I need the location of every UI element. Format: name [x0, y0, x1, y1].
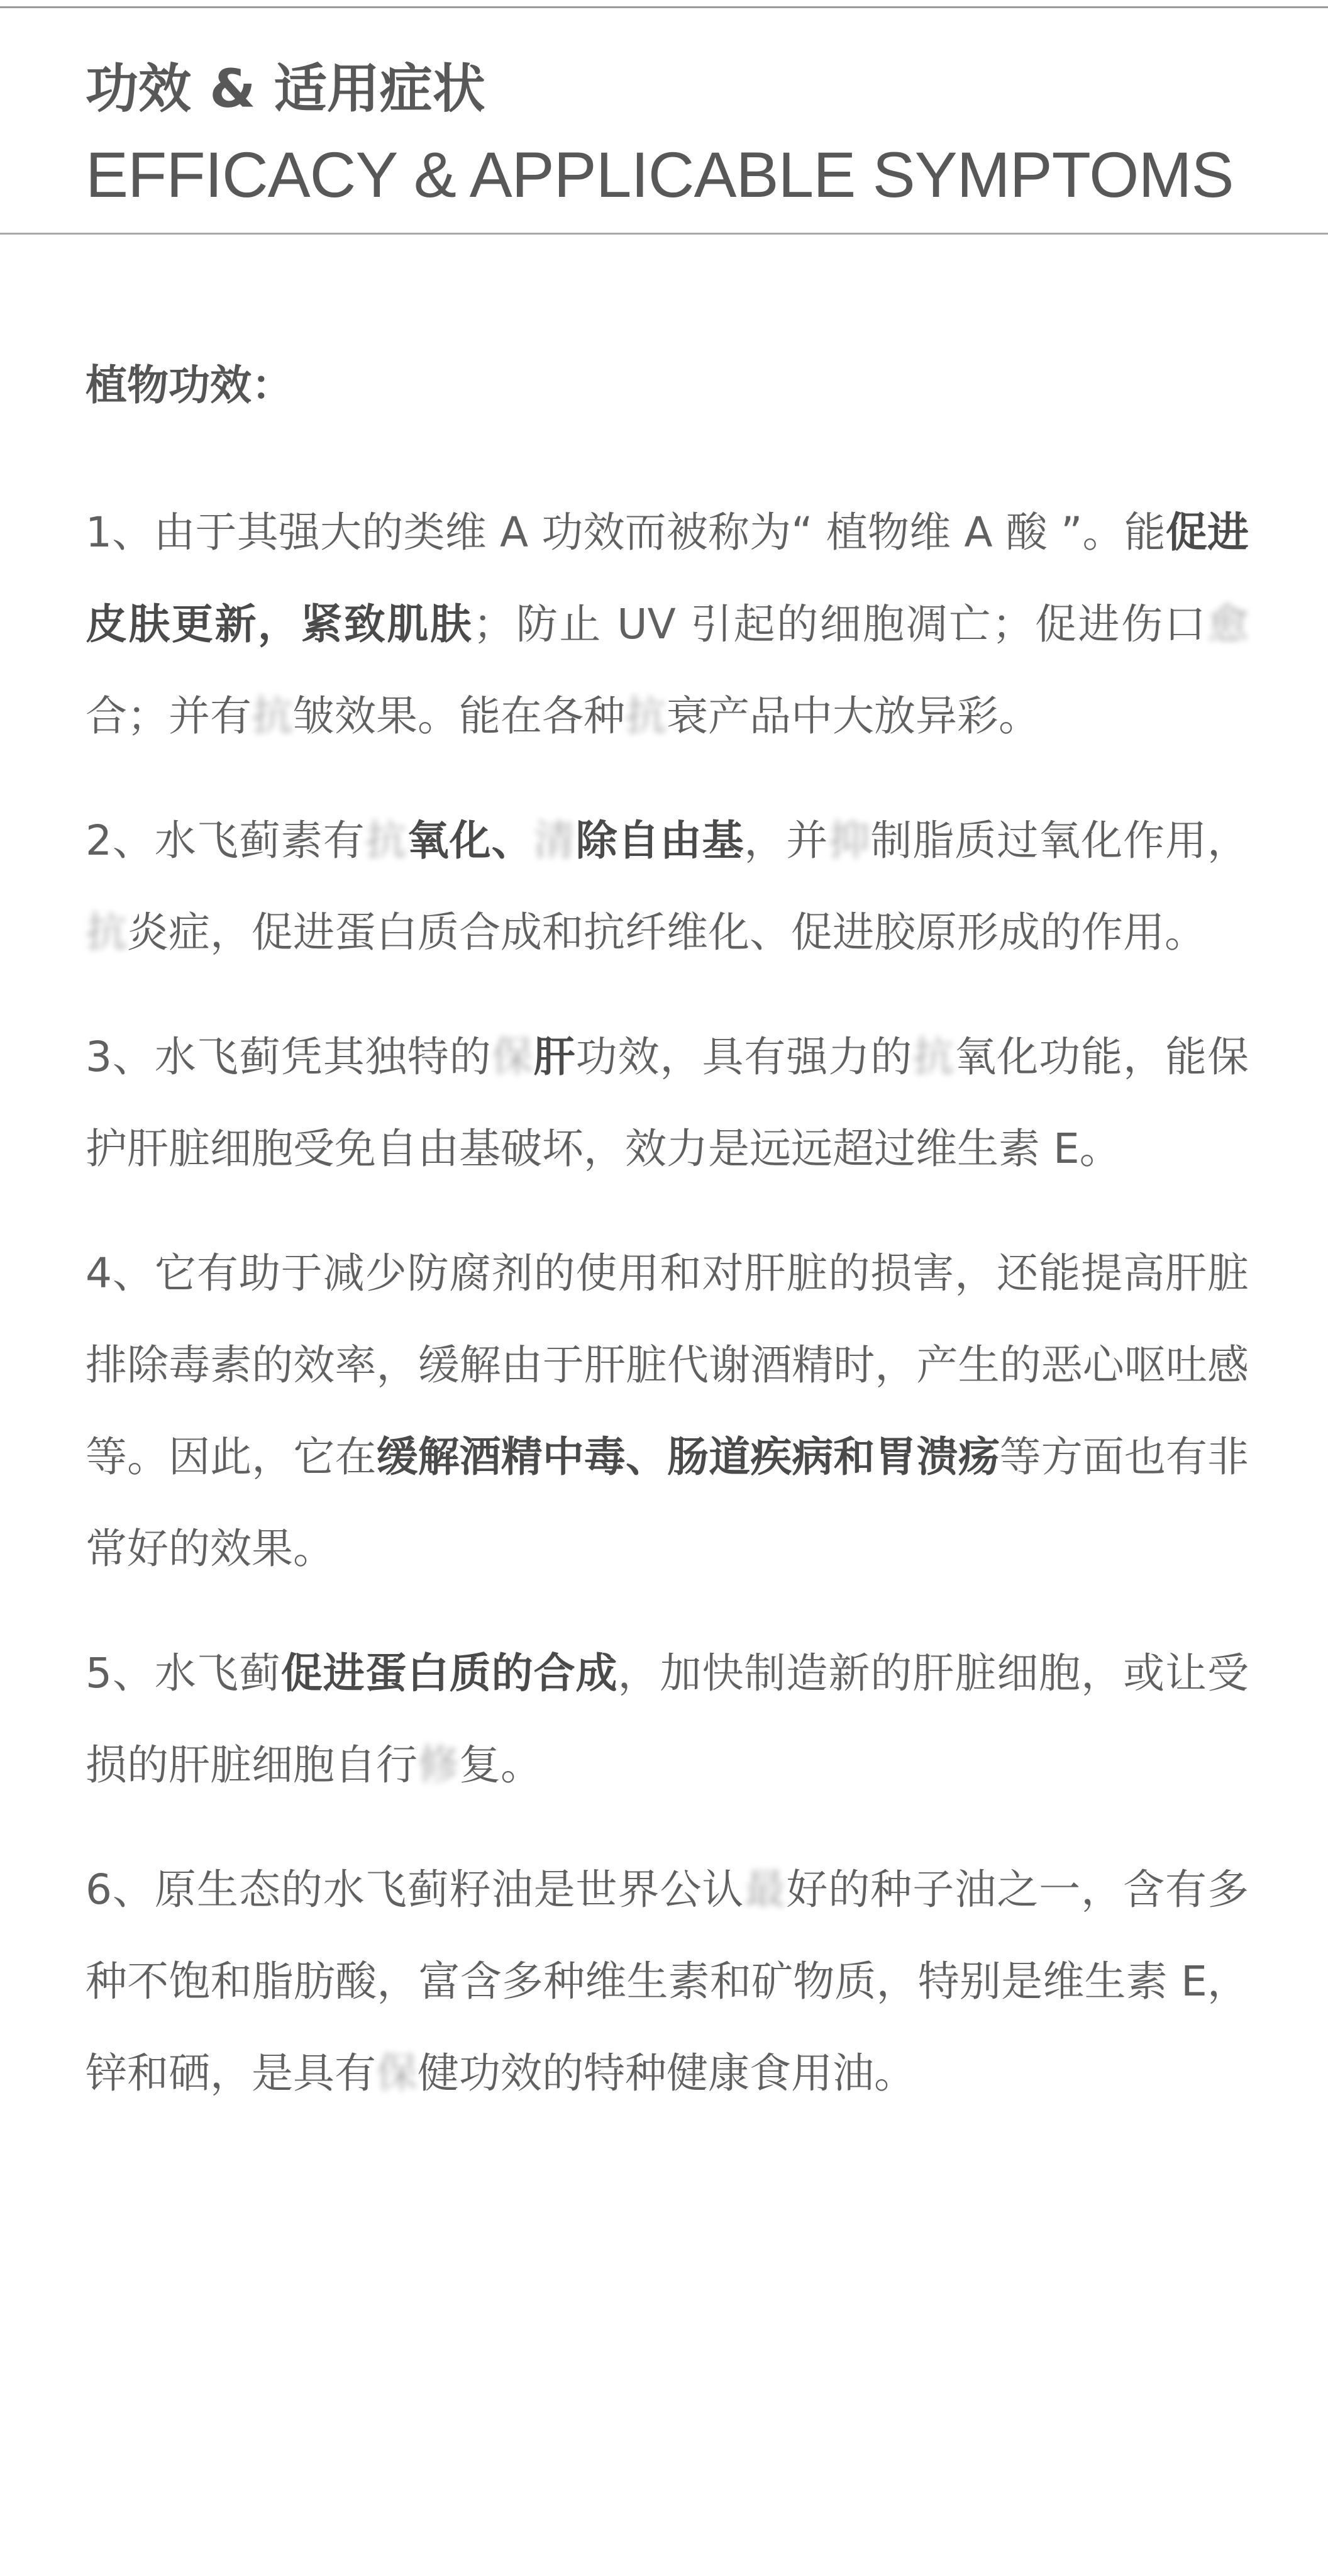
paragraph-text: 复。 [459, 1741, 542, 1789]
efficacy-content [86, 361, 1249, 2152]
paragraph-text: ；防止 UV 引起的细胞凋亡；促进伤口 [473, 600, 1207, 648]
paragraph-text: 功效，具有强力的 [575, 1033, 913, 1081]
paragraph-text: 3、水飞蓟凭其独特的 [86, 1033, 492, 1081]
paragraph-text: 衰产品中大放异彩。 [667, 692, 1040, 740]
censored-character: 抗 [625, 692, 667, 740]
highlight-text: 除自由基 [575, 816, 744, 865]
section-heading: 植物功效： [86, 361, 293, 409]
title-english: EFFICACY & APPLICABLE SYMPTOMS [86, 139, 1234, 211]
paragraph-text: ，加快制造新的肝脏细胞，或让受损的肝脏细胞自行 [86, 1649, 1249, 1789]
efficacy-paragraph [86, 1844, 1249, 2119]
paragraph-text: 合；并有 [86, 692, 252, 740]
highlight-text: 促进蛋白质的合成 [280, 1649, 618, 1697]
section-header [0, 8, 1328, 233]
censored-character: 愈 [1207, 600, 1249, 648]
paragraph-text: ，并 [744, 816, 829, 865]
censored-character: 保 [376, 2049, 418, 2097]
highlight-text: 肝 [533, 1033, 576, 1081]
paragraph-text: 健功效的特种健康食用油。 [418, 2049, 916, 2097]
highlight-text: 氧化、 [407, 816, 534, 865]
header-divider [0, 233, 1328, 235]
censored-character: 抗 [86, 908, 127, 957]
paragraph-text: 6、原生态的水飞蓟籽油是世界公认 [86, 1865, 744, 1914]
paragraph-text: 5、水飞蓟 [86, 1649, 281, 1697]
censored-character: 最 [744, 1865, 787, 1914]
highlight-text: 缓解酒精中毒、肠道疾病和胃溃疡 [376, 1433, 1000, 1481]
efficacy-paragraph [86, 1228, 1249, 1595]
paragraph-list [86, 487, 1249, 2119]
paragraph-text: 炎症，促进蛋白质合成和抗纤维化、促进胶原形成的作用。 [127, 908, 1206, 957]
efficacy-paragraph [86, 1011, 1249, 1195]
censored-character: 清 [533, 816, 576, 865]
paragraph-text: 1、由于其强大的类维 A 功效而被称为“ 植物维 A 酸 ”。能 [86, 508, 1166, 557]
highlight-text: 促进皮肤更新，紧致肌肤 [86, 508, 1249, 648]
censored-character: 抗 [912, 1033, 955, 1081]
paragraph-text: 氧化功能，能保护肝脏细胞受免自由基破坏，效力是远远超过维生素 E。 [86, 1033, 1249, 1173]
censored-character: 保 [491, 1033, 534, 1081]
efficacy-paragraph [86, 487, 1249, 762]
paragraph-text: 皱效果。能在各种 [293, 692, 625, 740]
efficacy-paragraph [86, 1628, 1249, 1811]
title-chinese: 功效 & 适用症状 [86, 58, 485, 119]
paragraph-text: 4、它有助于减少防腐剂的使用和对肝脏的损害，还能提高肝脏排除毒素的效率，缓解由于肝脏代谢酒精时，产生的恶心呕吐感等。因此，它在 [86, 1249, 1249, 1481]
paragraph-text: 2、水飞蓟素有 [86, 816, 365, 865]
censored-character: 抗 [252, 692, 293, 740]
paragraph-text: 好的种子油之一，含有多种不饱和脂肪酸，富含多种维生素和矿物质，特别是维生素 E，锌和硒，是具有 [86, 1865, 1249, 2097]
paragraph-text: 等方面也有非常好的效果。 [86, 1433, 1249, 1573]
paragraph-text: 制脂质过氧化作用， [870, 816, 1249, 865]
censored-character: 抗 [365, 816, 407, 865]
efficacy-paragraph [86, 795, 1249, 979]
censored-character: 抑 [828, 816, 871, 865]
censored-character: 修 [418, 1741, 459, 1789]
